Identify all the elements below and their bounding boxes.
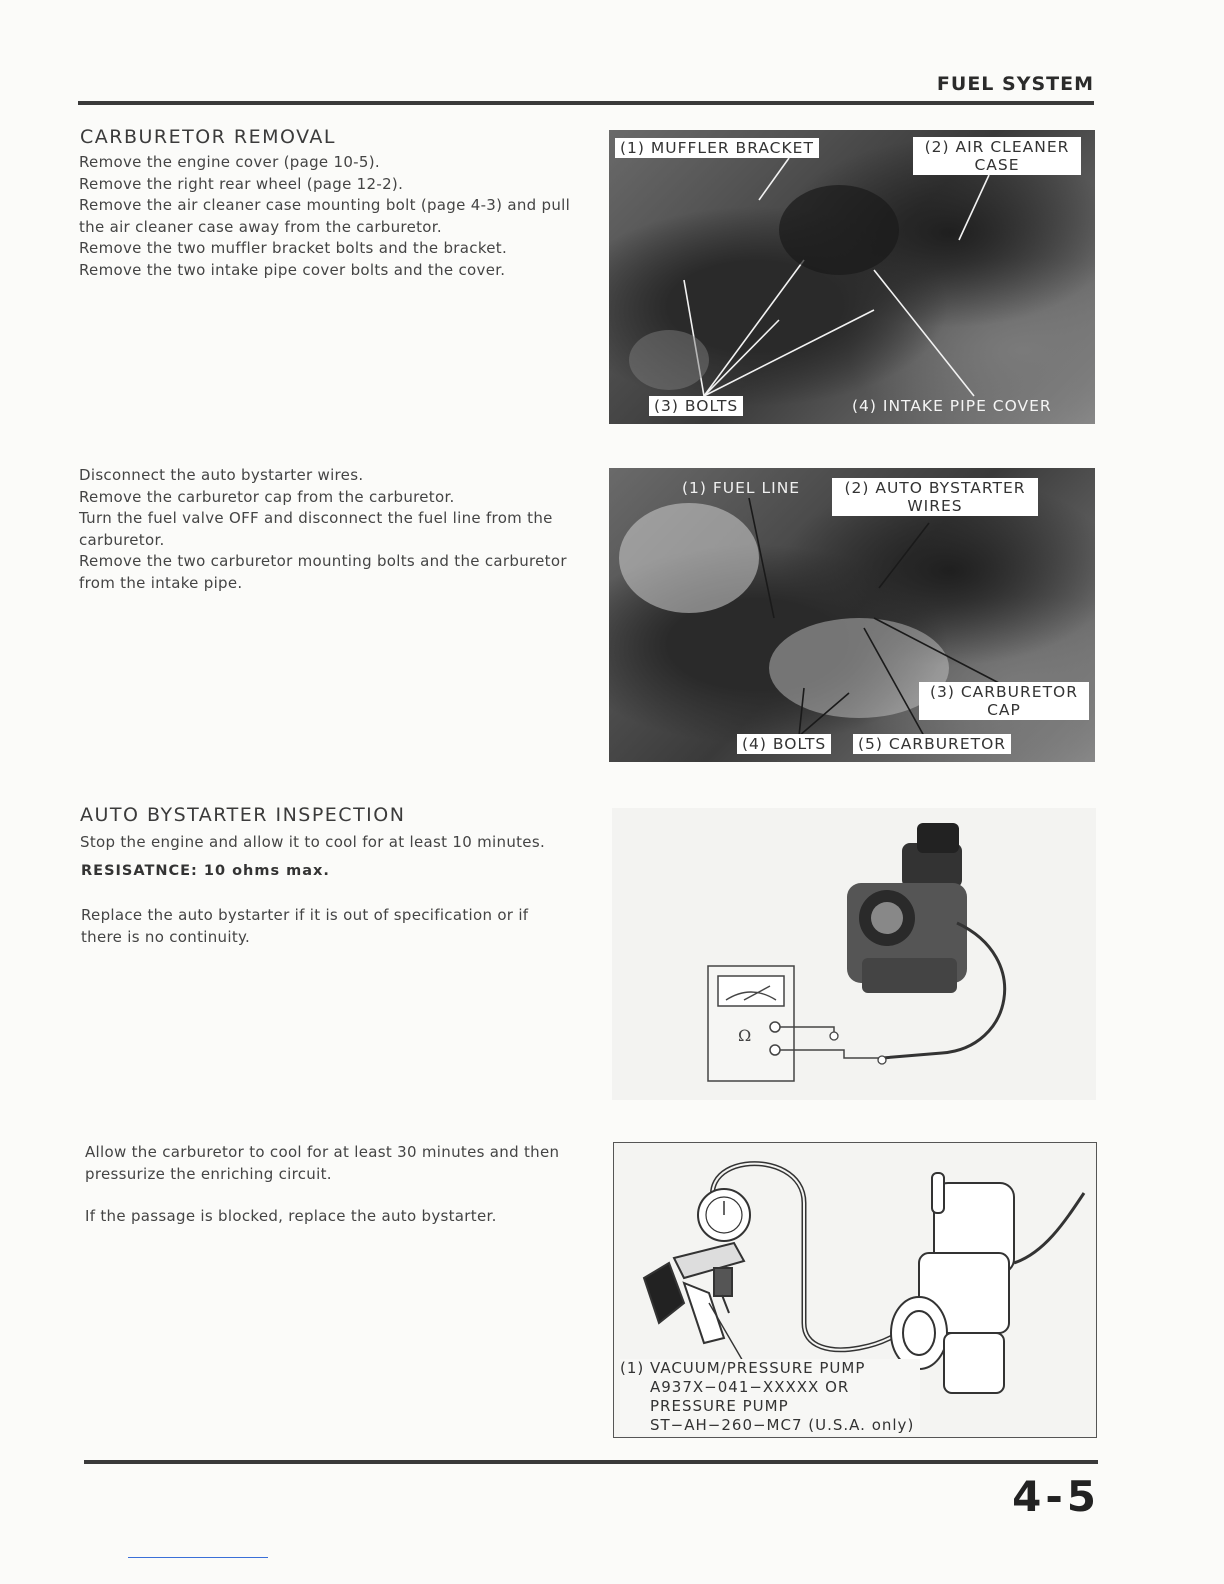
callout-bolts: (4) BOLTS bbox=[737, 734, 831, 754]
callout-line: (2) AIR CLEANER bbox=[924, 138, 1070, 156]
carburetor-removal-title: CARBURETOR REMOVAL bbox=[80, 126, 337, 148]
callout-bolts: (3) BOLTS bbox=[649, 396, 743, 416]
pump-label bbox=[620, 1359, 920, 1435]
callout-muffler-bracket: (1) MUFFLER BRACKET bbox=[615, 138, 819, 158]
pump-label-line: PRESSURE PUMP bbox=[650, 1397, 789, 1415]
callout-air-cleaner-case bbox=[913, 137, 1081, 175]
header-rule bbox=[78, 101, 1094, 105]
text-line: carburetor. bbox=[79, 530, 165, 549]
page-number: 4-5 bbox=[1012, 1472, 1100, 1521]
text-line: pressurize the enriching circuit. bbox=[85, 1164, 332, 1183]
callout-line: CAP bbox=[987, 701, 1021, 719]
pump-label-line: (1) VACUUM/PRESSURE PUMP bbox=[620, 1359, 866, 1377]
text-line: there is no continuity. bbox=[81, 927, 251, 946]
text-line: the air cleaner case away from the carburetor. bbox=[79, 217, 442, 236]
text-line: Disconnect the auto bystarter wires. bbox=[79, 466, 364, 484]
vacuum-pump-diagram bbox=[613, 1142, 1097, 1438]
ohmmeter-diagram bbox=[612, 808, 1096, 1100]
text-line: Remove the carburetor cap from the carburetor. bbox=[79, 487, 455, 506]
callout-carburetor: (5) CARBURETOR bbox=[853, 734, 1011, 754]
callout-line: (3) CARBURETOR bbox=[929, 683, 1079, 701]
ohmmeter-drawing bbox=[612, 808, 1096, 1100]
callout-line: WIRES bbox=[907, 497, 963, 515]
link-underline bbox=[128, 1557, 268, 1558]
text-line: Allow the carburetor to cool for at least 30 minutes and then bbox=[85, 1143, 560, 1161]
callout-fuel-line: (1) FUEL LINE bbox=[682, 479, 801, 497]
section-header: FUEL SYSTEM bbox=[936, 73, 1094, 95]
callout-line: (2) AUTO BYSTARTER bbox=[844, 479, 1026, 497]
footer-rule bbox=[84, 1460, 1098, 1464]
callout-intake-pipe-cover: (4) INTAKE PIPE COVER bbox=[852, 397, 1052, 415]
disconnect-text bbox=[79, 465, 589, 594]
pressure-text bbox=[85, 1142, 595, 1185]
carburetor-photo bbox=[609, 468, 1095, 762]
text-line: Remove the two intake pipe cover bolts and the cover. bbox=[79, 260, 506, 279]
callout-line: CASE bbox=[974, 156, 1020, 174]
replace-text bbox=[81, 905, 591, 948]
blocked-passage-text: If the passage is blocked, replace the auto bystarter. bbox=[85, 1207, 497, 1225]
carburetor-removal-text bbox=[79, 152, 589, 281]
text-line: Remove the air cleaner case mounting bolt (page 4-3) and pull bbox=[79, 196, 571, 214]
text-line: Remove the two carburetor mounting bolts and the carburetor bbox=[79, 552, 567, 570]
pump-label-line: A937X−041−XXXXX OR bbox=[650, 1378, 850, 1396]
text-line: Turn the fuel valve OFF and disconnect the fuel line from the bbox=[79, 509, 553, 527]
text-line: Replace the auto bystarter if it is out of specification or if bbox=[81, 906, 529, 924]
callout-carburetor-cap bbox=[919, 682, 1089, 720]
ohm-symbol: Ω bbox=[738, 1026, 752, 1045]
text-line: Remove the two muffler bracket bolts and the bracket. bbox=[79, 239, 508, 257]
text-line: from the intake pipe. bbox=[79, 573, 243, 592]
auto-bystarter-line: Stop the engine and allow it to cool for at least 10 minutes. bbox=[80, 833, 546, 851]
text-line: Remove the right rear wheel (page 12-2). bbox=[79, 174, 404, 193]
resistance-spec: RESISATNCE: 10 ohms max. bbox=[81, 863, 330, 879]
auto-bystarter-title: AUTO BYSTARTER INSPECTION bbox=[80, 804, 406, 826]
muffler-bracket-photo bbox=[609, 130, 1095, 424]
pump-label-line: ST−AH−260−MC7 (U.S.A. only) bbox=[650, 1416, 915, 1434]
callout-auto-bystarter-wires bbox=[832, 478, 1038, 516]
text-line: Remove the engine cover (page 10-5). bbox=[79, 153, 380, 171]
